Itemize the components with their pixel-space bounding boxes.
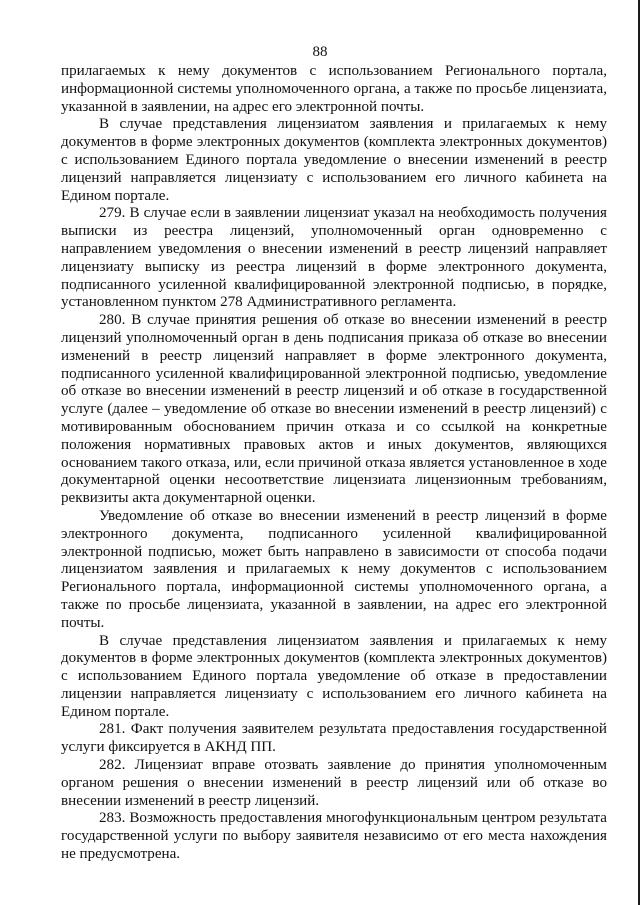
paragraph-280: 280. В случае принятия решения об отказе во внесении изменений в реестр лицензий уполномоченный орган в день подписания приказа об отказе во внесении изменений в реестр лицензий направляет в форме электронного документа, подписанного усиленной квалифицированной электронной подписью, уведомление об отказе во внесении изменений в реестр лицензий и об отказе в государственной услуге (далее – уведомление об отказе во внесении изменений в реестр лицензий) с мотивированным обоснованием причин отказа и со ссылкой на конкретные положения нормативных правовых актов и иных документов, являющихся основанием такого отказа, или, если причиной отказа является установленное в ходе документарной оценки несоответствие лицензиата лицензионным требованиям, реквизиты акта документарной оценки. [61, 312, 607, 507]
page-number: 88 [312, 44, 328, 60]
paragraph-283: 283. Возможность предоставления многофункциональным центром результата государственной услуги по выбору заявителя независимо от его места нахождения не предусмотрена. [61, 810, 607, 863]
paragraph-279: 279. В случае если в заявлении лицензиат указал на необходимость получения выписки из реестра лицензий, уполномоченный орган одновременно с направлением уведомления о внесении изменений в реестр лицензий направляет лицензиату выписку из реестра лицензий в форме электронного документа, подписанного усиленной квалифицированной электронной подписью, в порядке, установленном пунктом 278 Административного регламента. [61, 205, 607, 311]
paragraph-282: 282. Лицензиат вправе отозвать заявление до принятия уполномоченным органом решения о внесении изменений в реестр лицензий или об отказе во внесении изменений в реестр лицензий. [61, 757, 607, 809]
paragraph-refusal-notice: Уведомление об отказе во внесении изменений в реестр лицензий в форме электронного документа, подписанного усиленной квалифицированной электронной подписью, может быть направлено в зависимости от способа подачи лицензиатом заявления и прилагаемых к нему документов с использованием Регионального портала, информационной системы уполномоченного органа, а также по просьбе лицензиата, указанной в заявлении, на адрес его электронной почты. [61, 507, 607, 631]
paragraph-continuation: прилагаемых к нему документов с использованием Регионального портала, информационной системы уполномоченного органа, а также по просьбе лицензиата, указанной в заявлении, на адрес его электронной почты. [61, 63, 607, 115]
paragraph-unified-portal-refusal: В случае представления лицензиатом заявления и прилагаемых к нему документов в форме электронных документов (комплекта электронных документов) с использованием Единого портала уведомление об отказе в предоставлении лицензии направляется лицензиату с использованием его личного кабинета на Едином портале. [61, 632, 607, 720]
body-text [61, 63, 607, 864]
paragraph-281: 281. Факт получения заявителем результата предоставления государственной услуги фиксируется в АКНД ПП. [61, 721, 607, 756]
paragraph-unified-portal-notice: В случае представления лицензиатом заявления и прилагаемых к нему документов в форме электронных документов (комплекта электронных документов) с использованием Единого портала уведомление о внесении изменений в реестр лицензий направляется лицензиату с использованием его личного кабинета на Едином портале. [61, 116, 607, 204]
